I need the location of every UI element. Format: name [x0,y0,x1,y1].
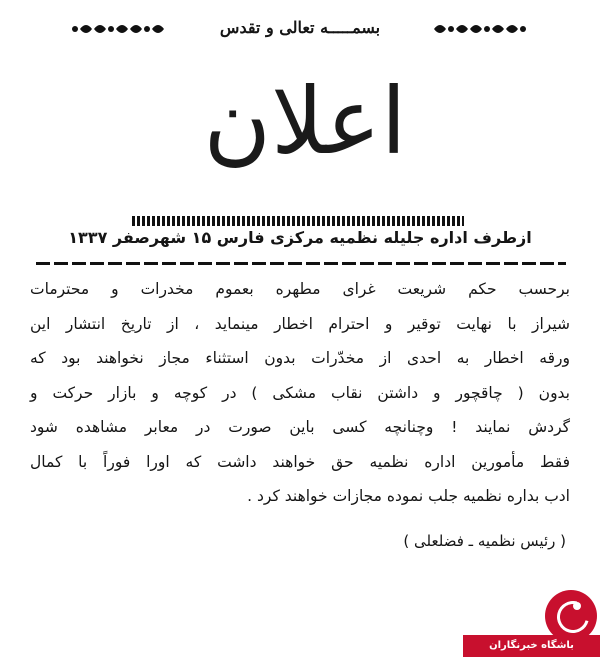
body-line-4: بدون ( چاقچور و داشتن نقاب مشکی ) در کوچه و بازار حرکت و [30,383,570,402]
body-line-7: ادب بداره نظمیه جلب نموده مجازات خواهند کرد . [247,487,570,505]
body-line-6: فقط مأمورین اداره نظمیه حق خواهند داشت که اورا فوراً با کمال [30,452,570,471]
notice-subheading: ازطرف اداره جلیله نظمیه مرکزی فارس ۱۵ شهرصفر ۱۳۳۷ [68,228,532,247]
watermark-label: باشگاه خبرنگاران [463,635,600,657]
left-ornament-icon [70,20,170,38]
right-ornament-icon [428,20,528,38]
logo-dot-shape [573,602,581,610]
dashed-rule [36,262,566,265]
body-line-5: گردش نمایند ! وچنانچه کسی باین صورت در معابر مشاهده شود [30,418,570,436]
basmala-text: بسمـــــه تعالی و تقدس [219,18,381,37]
logo-ring-shape [551,595,595,639]
body-line-1: برحسب حکم شریعت غرای مطهره بعموم مخدرات و محترمات [30,280,570,298]
notice-body [30,272,570,514]
body-line-2: شیراز با نهایت توقیر و احترام اخطار مینماید ، از تاریخ انتشار این [30,314,570,333]
notice-title: اعلان [203,68,407,175]
dotted-divider [132,216,464,226]
body-line-3: ورقه اخطار به احدی از مخدّرات بدون استثناء مجاز نخواهند بود که [30,349,570,367]
signature-line: ( رئیس نظمیه ـ فضلعلی ) [403,532,566,550]
header-ornament-row [0,16,600,44]
